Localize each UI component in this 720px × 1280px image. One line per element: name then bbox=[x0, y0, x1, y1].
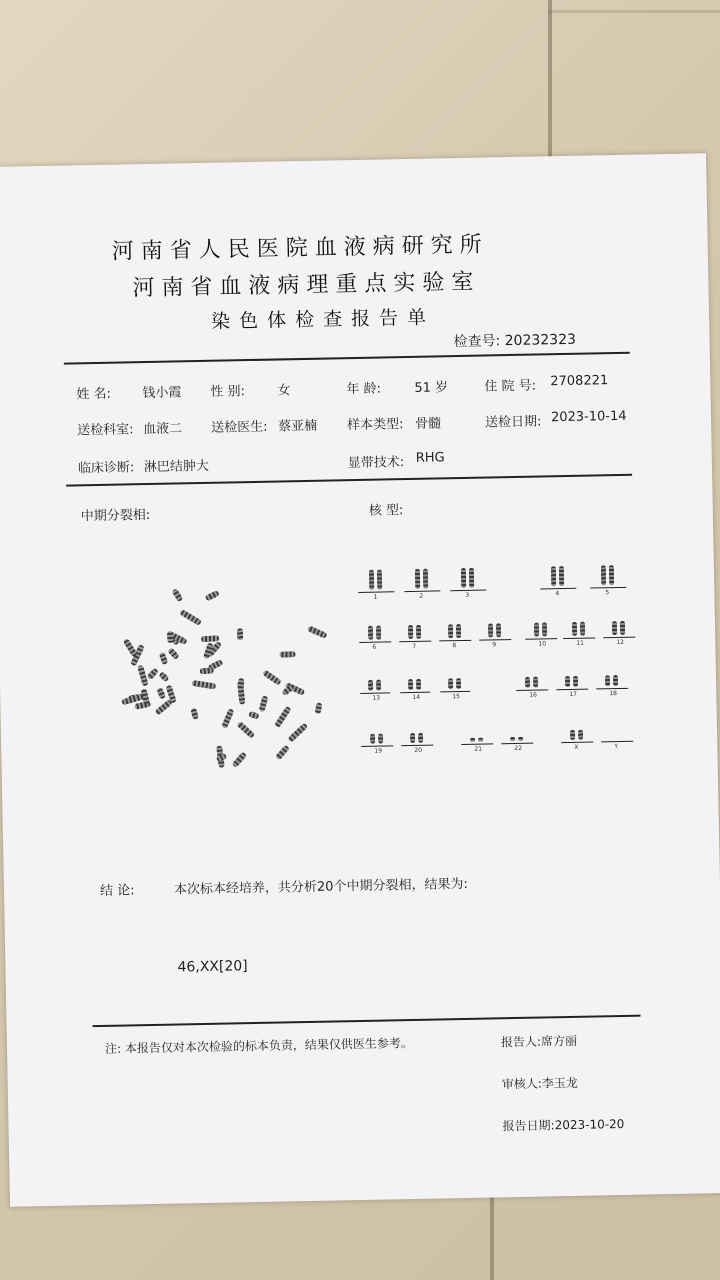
chromosome bbox=[220, 708, 233, 729]
chromosome bbox=[157, 687, 167, 700]
chromosome-number: 13 bbox=[372, 694, 381, 702]
chromosome-number: 2 bbox=[419, 592, 424, 600]
chromosome-number: 3 bbox=[465, 591, 470, 599]
chromosome bbox=[147, 668, 159, 681]
chromosome-number: 19 bbox=[374, 747, 383, 755]
tile-seam bbox=[548, 0, 552, 160]
chromosome bbox=[415, 569, 420, 589]
chromosome bbox=[408, 625, 413, 639]
karyotype-label: 核 型: bbox=[368, 503, 404, 519]
chromosome bbox=[376, 626, 381, 640]
chromosome bbox=[448, 678, 453, 689]
check-number-value: 20232323 bbox=[504, 331, 577, 350]
chromosome bbox=[200, 667, 214, 674]
admission-value: 2708221 bbox=[550, 373, 609, 390]
chromosome bbox=[370, 734, 375, 744]
dept-label: 送检科室: bbox=[77, 422, 134, 439]
chromosome-number: 11 bbox=[576, 639, 585, 647]
tile-seam bbox=[548, 10, 720, 13]
diagnosis-label: 临床诊断: bbox=[77, 460, 135, 477]
metaphase-spread-image bbox=[116, 560, 350, 774]
report-date-value: 2023-10-20 bbox=[554, 1116, 625, 1133]
chromosome bbox=[461, 568, 466, 588]
info-divider bbox=[66, 474, 632, 487]
chromosome bbox=[534, 623, 539, 637]
chromosome bbox=[570, 730, 575, 740]
chromosome bbox=[287, 722, 308, 742]
chromosome bbox=[167, 647, 180, 660]
chromosome bbox=[518, 737, 523, 741]
chromosome-number: 9 bbox=[492, 641, 497, 649]
chromosome bbox=[368, 680, 373, 691]
chromosome bbox=[159, 652, 168, 665]
karyotype-result: 46,XX[20] bbox=[177, 958, 248, 976]
chromosome bbox=[456, 678, 461, 689]
footer-divider bbox=[93, 1015, 641, 1028]
chromosome bbox=[280, 651, 296, 658]
chromosome bbox=[565, 676, 570, 687]
chromosome-number: 4 bbox=[555, 590, 560, 598]
chromosome bbox=[572, 622, 577, 636]
chromosome bbox=[423, 569, 428, 589]
chromosome-number: 14 bbox=[412, 693, 421, 701]
chromosome bbox=[609, 565, 614, 585]
chromosome bbox=[273, 705, 291, 728]
chromosome-number: 8 bbox=[452, 642, 457, 650]
chromosome-number: 21 bbox=[474, 745, 483, 753]
chromosome-number: 7 bbox=[412, 642, 417, 650]
chromosome-number: 1 bbox=[373, 593, 378, 601]
reviewer-value: 李玉龙 bbox=[541, 1075, 578, 1091]
chromosome-number: 15 bbox=[452, 693, 461, 701]
check-number-label: 检查号: bbox=[453, 333, 501, 351]
chromosome bbox=[416, 625, 421, 639]
chromosome bbox=[180, 609, 203, 626]
chromosome bbox=[306, 625, 327, 639]
chromosome bbox=[190, 708, 199, 720]
chromosome bbox=[377, 570, 382, 590]
chromosome bbox=[578, 730, 583, 740]
date-label: 送检日期: bbox=[484, 414, 542, 431]
chromosome bbox=[192, 680, 216, 690]
chromosome bbox=[205, 590, 220, 601]
chromosome bbox=[496, 623, 501, 637]
chromosome bbox=[262, 669, 282, 685]
chromosome bbox=[469, 568, 474, 588]
chromosome bbox=[275, 744, 290, 760]
chromosome bbox=[525, 677, 530, 688]
chromosome bbox=[612, 621, 617, 635]
reporter-value: 席方丽 bbox=[540, 1033, 578, 1049]
chromosome bbox=[376, 680, 381, 691]
chromosome bbox=[542, 622, 547, 636]
chromosome bbox=[601, 565, 606, 585]
sample-label: 样本类型: bbox=[346, 417, 404, 434]
chromosome bbox=[418, 733, 423, 743]
hospital-title: 河南省人民医院血液病研究所 bbox=[111, 232, 489, 265]
chromosome bbox=[237, 721, 256, 739]
chromosome-number: 12 bbox=[616, 638, 625, 647]
chromosome-number: 6 bbox=[372, 643, 377, 651]
chromosome-number: 22 bbox=[514, 744, 523, 753]
chromosome-number: 5 bbox=[605, 589, 610, 597]
chromosome-number: 18 bbox=[609, 690, 618, 698]
chromosome bbox=[613, 675, 618, 686]
conclusion-label: 结 论: bbox=[99, 883, 135, 899]
diagnosis-value: 淋巴结肿大 bbox=[143, 458, 210, 476]
check-number bbox=[453, 329, 576, 351]
top-divider bbox=[64, 352, 630, 365]
chromosome bbox=[416, 679, 421, 690]
chromosome bbox=[368, 626, 373, 640]
chromosome bbox=[238, 678, 245, 689]
chromosome bbox=[533, 677, 538, 688]
name-value: 钱小霞 bbox=[142, 385, 182, 402]
chromosome bbox=[248, 711, 260, 720]
chromosome-number: 10 bbox=[538, 640, 547, 648]
chromosome bbox=[123, 638, 138, 657]
chromosome-number: 16 bbox=[529, 691, 538, 699]
reviewer-label: 审核人: bbox=[501, 1076, 542, 1092]
name-label: 姓 名: bbox=[76, 386, 112, 403]
tile-seam bbox=[490, 1195, 494, 1280]
chromosome-number: 17 bbox=[569, 690, 578, 698]
chromosome bbox=[410, 733, 415, 743]
reporter-label: 报告人: bbox=[500, 1034, 542, 1050]
chromosome bbox=[378, 734, 383, 744]
chromosome-number: X bbox=[574, 743, 579, 751]
chromosome bbox=[478, 738, 483, 742]
chromosome-number: Y bbox=[614, 743, 619, 751]
reviewer bbox=[502, 1074, 578, 1092]
chromosome bbox=[237, 628, 243, 640]
lab-title: 河南省血液病理重点实验室 bbox=[132, 269, 481, 302]
chromosome bbox=[551, 566, 556, 586]
chromosome bbox=[456, 624, 461, 638]
chromosome bbox=[448, 624, 453, 638]
chromosome bbox=[559, 566, 564, 586]
conclusion-text: 本次标本经培养，共分析20个中期分裂相，结果为: bbox=[173, 876, 469, 898]
chromosome bbox=[171, 588, 183, 602]
sex-label: 性 别: bbox=[210, 384, 246, 400]
chromosome bbox=[259, 695, 269, 712]
report-paper bbox=[0, 153, 720, 1207]
report-date-label: 报告日期: bbox=[502, 1118, 555, 1134]
chromosome bbox=[314, 702, 322, 714]
metaphase-label: 中期分裂相: bbox=[80, 507, 151, 525]
dept-value: 血液二 bbox=[143, 421, 183, 438]
karyogram bbox=[358, 564, 652, 770]
chromosome bbox=[580, 622, 585, 636]
chromosome bbox=[408, 679, 413, 690]
admission-label: 住 院 号: bbox=[484, 378, 537, 395]
disclaimer-note: 注: 本报告仅对本次检验的标本负责，结果仅供医生参考。 bbox=[104, 1036, 413, 1056]
banding-value: RHG bbox=[415, 450, 445, 466]
chromosome bbox=[620, 621, 625, 635]
sample-value: 骨髓 bbox=[414, 416, 442, 432]
chromosome bbox=[573, 676, 578, 687]
sex-value: 女 bbox=[277, 383, 291, 399]
chromosome bbox=[232, 751, 247, 767]
doctor-label: 送检医生: bbox=[210, 419, 268, 436]
reporter bbox=[501, 1032, 577, 1050]
chromosome bbox=[470, 738, 475, 742]
chromosome bbox=[159, 671, 170, 682]
chromosome bbox=[510, 737, 515, 741]
report-title: 染色体检查报告单 bbox=[210, 306, 436, 333]
chromosome-number: 20 bbox=[414, 746, 423, 754]
chromosome bbox=[202, 635, 220, 642]
date-value: 2023-10-14 bbox=[550, 408, 627, 426]
report-date bbox=[502, 1115, 624, 1134]
age-value: 51 岁 bbox=[414, 380, 449, 396]
chromosome bbox=[488, 623, 493, 637]
chromosome bbox=[605, 675, 610, 686]
doctor-value: 蔡亚楠 bbox=[277, 418, 318, 435]
banding-label: 显带技术: bbox=[347, 455, 405, 472]
chromosome bbox=[369, 570, 374, 590]
age-label: 年 龄: bbox=[346, 381, 382, 398]
